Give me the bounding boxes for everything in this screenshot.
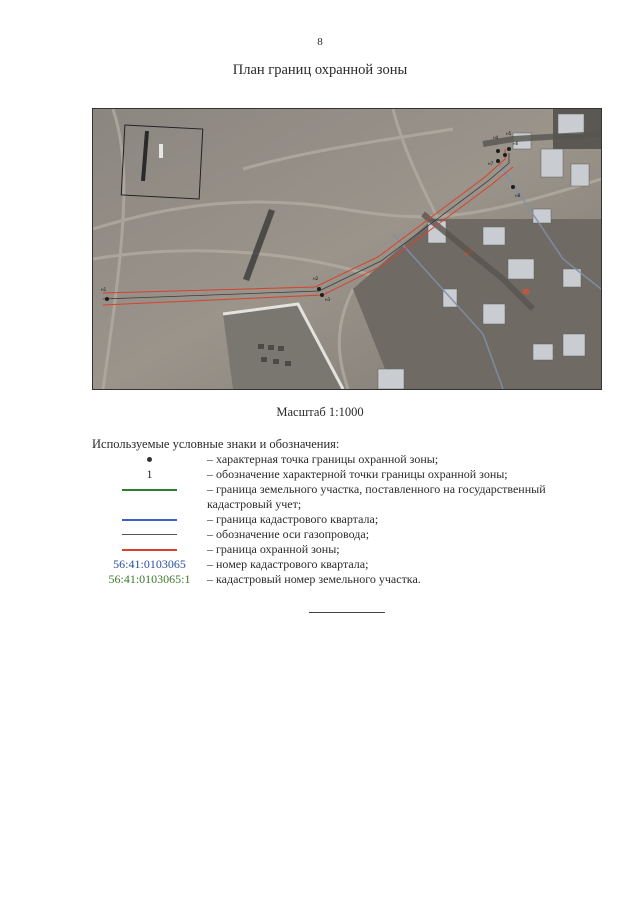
legend-row xyxy=(92,572,612,587)
legend-row xyxy=(92,482,612,512)
point-label-n8: н8 xyxy=(515,193,521,198)
point-n1 xyxy=(105,297,109,301)
legend-description: – граница охранной зоны; xyxy=(207,542,340,556)
legend xyxy=(92,452,612,587)
point-label-n6: н6 xyxy=(513,141,519,146)
legend-description: – обозначение оси газопровода; xyxy=(207,527,370,541)
point-label-n3: н3 xyxy=(325,297,331,302)
point-label-n2: н2 xyxy=(313,276,319,281)
legend-description: – кадастровый номер земельного участка. xyxy=(207,572,421,586)
point-n8 xyxy=(511,185,515,189)
point-label-n4: н4 xyxy=(493,135,499,140)
legend-description: – граница кадастрового квартала; xyxy=(207,512,379,526)
legend-description: – обозначение характерной точки границы охранной зоны; xyxy=(207,467,508,481)
legend-row xyxy=(92,512,612,527)
legend-row xyxy=(92,467,612,482)
point-label-n1: н1 xyxy=(101,287,107,292)
end-divider xyxy=(309,612,385,613)
parcel-number-symbol: 56:41:0103065:1 xyxy=(108,572,191,586)
quarter-boundary-symbol xyxy=(92,512,207,527)
legend-description: – граница земельного участка, поставленного на государственный кадастровый учет; xyxy=(207,482,546,511)
point-n7 xyxy=(496,159,500,163)
point-number-symbol: 1 xyxy=(146,467,153,481)
point-label-n7: н7 xyxy=(488,161,494,166)
point-n2 xyxy=(317,287,321,291)
page-number: 8 xyxy=(317,36,323,48)
page-title: План границ охранной зоны xyxy=(232,62,408,78)
legend-title: Используемые условные знаки и обозначения: xyxy=(92,437,340,451)
point-n6 xyxy=(507,147,511,151)
legend-row xyxy=(92,527,612,542)
quarter-number-symbol: 56:41:0103065 xyxy=(113,557,186,571)
point-n3 xyxy=(320,293,324,297)
map-scale: Масштаб 1:1000 xyxy=(276,405,364,419)
point-n4 xyxy=(496,149,500,153)
point-label-n5: н5 xyxy=(506,131,512,136)
point-n5 xyxy=(503,153,507,157)
legend-description: – характерная точка границы охранной зоны; xyxy=(207,452,439,466)
parcel-boundary-symbol xyxy=(92,482,207,497)
legend-row xyxy=(92,557,612,572)
legend-row xyxy=(92,452,612,467)
zone-boundary-symbol xyxy=(92,542,207,557)
boundary-point-symbol xyxy=(92,452,207,467)
pipeline-axis-symbol xyxy=(92,527,207,542)
protection-zone-map xyxy=(92,108,602,390)
legend-description: – номер кадастрового квартала; xyxy=(207,557,369,571)
legend-row xyxy=(92,542,612,557)
